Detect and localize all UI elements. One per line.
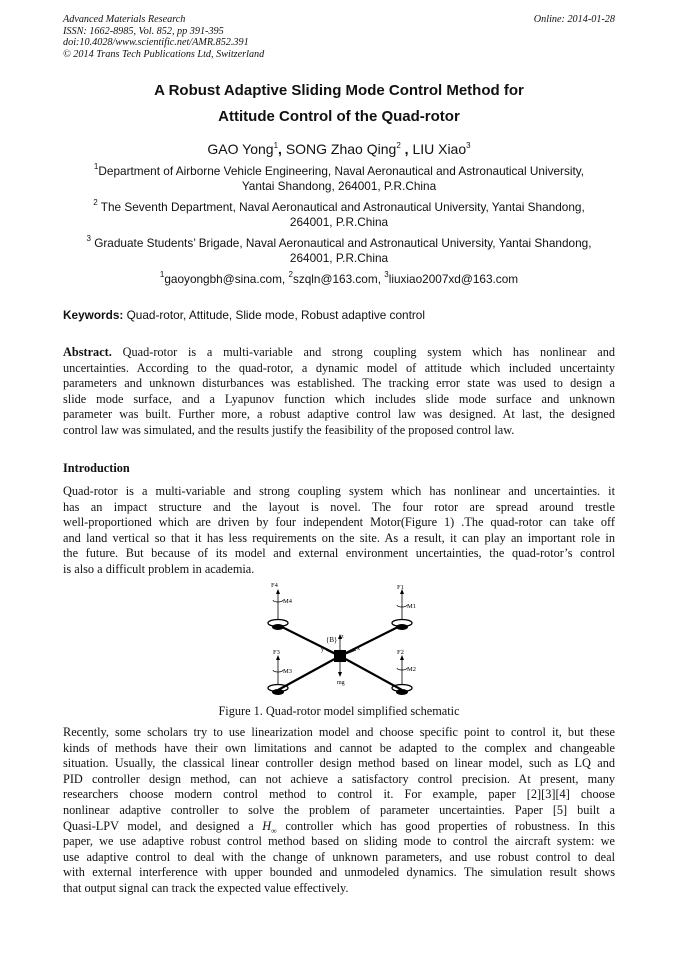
paragraph-text: Quasi-LPV model, and designed a (63, 818, 263, 833)
paragraph-line: nonlinear adaptive controller to solve the problem of parameter uncertainties. Paper [5] built a (63, 802, 615, 817)
abstract (63, 345, 615, 439)
paragraph-line: has an impact structure and the layout is novel. The four rotor are spread around trestle (63, 499, 615, 514)
motor-label: M4 (283, 598, 293, 605)
online-date: Online: 2014-01-28 (533, 14, 615, 25)
author-name: LIU Xiao (412, 141, 467, 157)
author-separator: , (400, 141, 413, 157)
h-infinity-subscript: ∞ (271, 826, 277, 836)
affiliation-text: 264001, P.R.China (289, 215, 389, 229)
affiliation-text: Department of Airborne Vehicle Engineering, Naval Aeronautical and Astronautical University, (98, 164, 585, 178)
copyright-line: © 2014 Trans Tech Publications Ltd, Switzerland (63, 48, 265, 60)
author-superscript: 3 (466, 141, 471, 150)
rotor-m1 (392, 584, 416, 630)
introduction-paragraph-2 (63, 725, 615, 897)
paragraph-line: situation. Usually, the classical linear controller design method based on linear model, such as LQ and (63, 756, 615, 771)
paragraph-line: paper, we use adaptive robust control method based on sliding mode to control the aircraft system: we (63, 834, 615, 849)
keywords-label: Keywords: (63, 308, 124, 322)
abstract-line: control law was simulated, and the results justify the feasibility of the proposed control law. (63, 422, 515, 437)
motor-label: M3 (283, 668, 293, 675)
author-name: GAO Yong (207, 141, 274, 157)
affiliation-superscript: 2 (93, 198, 98, 207)
paragraph-line: PID controller design method, can not achieve a satisfactory control precision. At present, many (63, 771, 615, 786)
arm-m2 (340, 656, 402, 690)
affiliation-3 (70, 236, 608, 266)
body-frame-label: {B} (326, 636, 338, 644)
abstract-label: Abstract. (63, 345, 112, 359)
journal-header (63, 14, 264, 60)
rotor-m4 (268, 582, 293, 630)
gravity-label: mg (337, 680, 345, 686)
email-address: liuxiao2007xd@163.com (388, 272, 519, 286)
paragraph-line: Quad-rotor is a multi-variable and strong coupling system which has nonlinear and uncertainties. it (63, 484, 615, 498)
central-body (334, 650, 346, 662)
thrust-label: F2 (397, 649, 404, 656)
email-address: gaoyongbh@sina.com, (164, 272, 289, 286)
email-superscript: 1 (159, 270, 165, 279)
paragraph-line (63, 819, 615, 835)
author-separator: , (278, 141, 286, 157)
thrust-label: F3 (273, 649, 280, 656)
author-name: SONG Zhao Qing (285, 141, 397, 157)
figure-caption: Figure 1. Quad-rotor model simplified schematic (218, 704, 460, 718)
motor-label: M2 (407, 666, 417, 673)
affiliation-superscript: 1 (93, 162, 99, 171)
abstract-line: Quad-rotor is a multi-variable and strong coupling system which has nonlinear and (111, 345, 615, 359)
abstract-line: parameters and unknown disturbances was established. The tracking error state was used to design a (63, 376, 615, 391)
paragraph-line: with external interference with upper bounded and unmodeled dynamics. The simulation result shows (63, 865, 615, 880)
paragraph-line: and land vertical so that it has less requirements on the site. As a result, it can play an important role in (63, 530, 615, 545)
quad-rotor-schematic (240, 578, 440, 700)
affiliation-text: Yantai Shandong, 264001, P.R.China (241, 179, 437, 193)
thrust-label: F1 (397, 584, 404, 591)
x-axis-label: x (357, 646, 360, 652)
abstract-line: parameter was built. Further more, a robust adaptive control law was designed. At last, the designed (63, 407, 615, 422)
paragraph-line: Recently, some scholars try to use linearization model and choose specific point to control it, but these (63, 725, 615, 739)
author-list (40, 141, 638, 157)
thrust-arrow-icon (276, 589, 280, 594)
paragraph-line: is also a difficult problem in academia. (63, 561, 255, 576)
doi-line: doi:10.4028/www.scientific.net/AMR.852.391 (63, 37, 249, 49)
introduction-paragraph-1 (63, 484, 615, 578)
y-axis-label: y (321, 647, 324, 653)
author-emails (40, 272, 638, 286)
paragraph-line: that output signal can track the expected value effectively. (63, 880, 349, 895)
keywords (63, 308, 425, 322)
paragraph-line: the future. But because of its model and external environment uncertainties, the quad-rotor’s control (63, 546, 615, 561)
paragraph-line: researchers choose modern control method to control it. For example, paper [2][3][4] choose (63, 787, 615, 802)
h-infinity-symbol: H (262, 818, 272, 833)
affiliation-text: 264001, P.R.China (289, 251, 389, 265)
paper-title-line-2: Attitude Control of the Quad-rotor (218, 108, 460, 125)
affiliation-2 (70, 200, 608, 230)
email-superscript: 2 (288, 270, 293, 279)
affiliation-text: Graduate Students’ Brigade, Naval Aeronautical and Astronautical University, Yantai Shandong, (90, 236, 592, 250)
issn-line: ISSN: 1662-8985, Vol. 852, pp 391-395 (63, 25, 224, 37)
abstract-line: slide mode surface, and a Lyapunov function which includes slide mode surface and unknown (63, 391, 615, 406)
paragraph-line: use adaptive control to deal with the change of unknown parameters, and use robust control to deal (63, 849, 615, 864)
author-superscript: 1 (273, 141, 279, 150)
email-address: szqln@163.com, (292, 272, 385, 286)
thrust-label: F4 (271, 582, 278, 589)
motor-label: M1 (407, 603, 417, 610)
rotor-m2 (392, 649, 416, 695)
affiliation-superscript: 3 (86, 234, 91, 243)
affiliation-1 (70, 164, 608, 194)
affiliation-text: The Seventh Department, Naval Aeronautical and Astronautical University, Yantai Shandong, (97, 200, 585, 214)
paragraph-line: kinds of methods have their own limitations and cannot be adapted to the complex and changeable (63, 740, 615, 755)
gravity-arrow-icon (338, 672, 342, 677)
author-superscript: 2 (396, 141, 401, 150)
paragraph-line: well-proportioned which are driven by four independent Motor(Figure 1) .The quad-rotor can take off (63, 515, 615, 530)
email-superscript: 3 (384, 270, 389, 279)
abstract-line: uncertainties. According to the quad-rotor, a dynamic model of attitude which included uncertainty (63, 360, 615, 375)
section-heading-introduction: Introduction (63, 461, 130, 475)
keywords-text: Quad-rotor, Attitude, Slide mode, Robust adaptive control (123, 308, 425, 322)
z-axis-label: z (341, 634, 344, 640)
paragraph-text: controller which has good properties of robustness. In this (276, 818, 615, 833)
journal-name: Advanced Materials Research (63, 14, 186, 25)
paper-title-line-1: A Robust Adaptive Sliding Mode Control Method for (154, 82, 524, 99)
arm-m1 (340, 625, 402, 656)
